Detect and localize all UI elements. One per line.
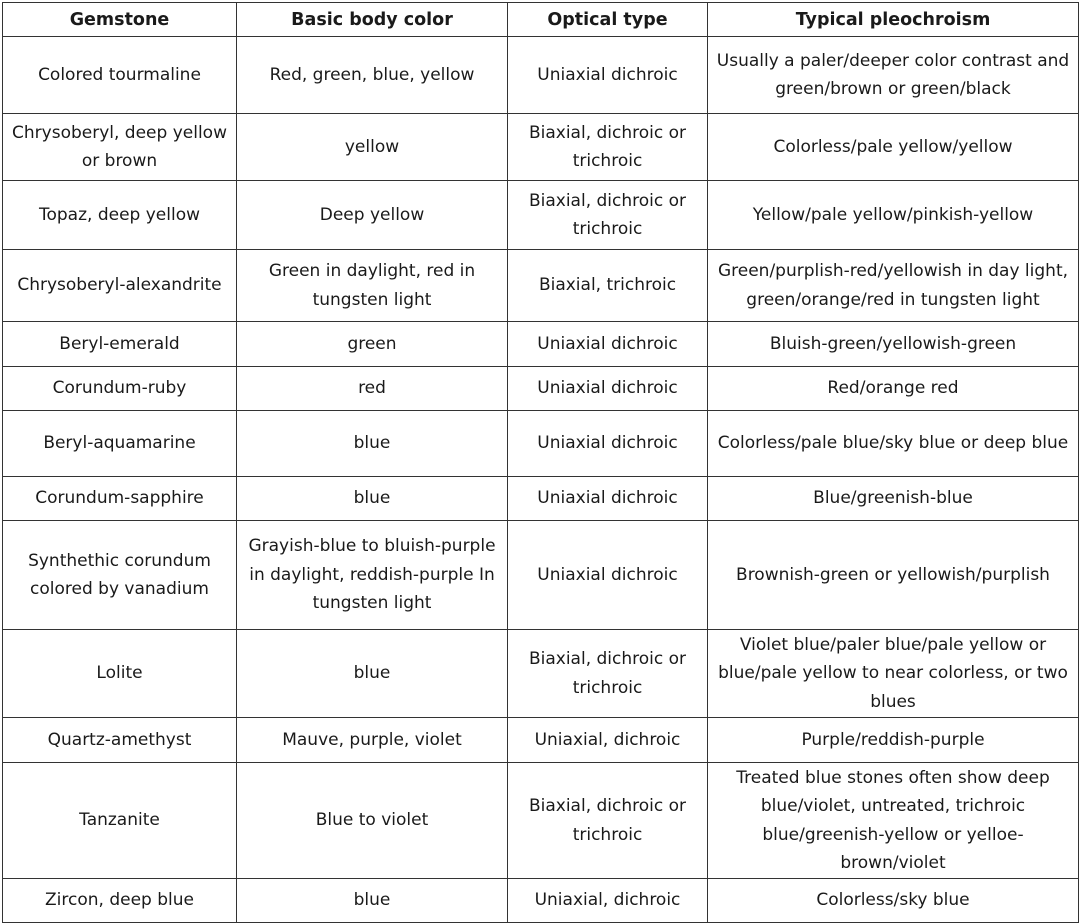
header-optical-type: Optical type — [508, 3, 708, 37]
body-color-cell: yellow — [237, 114, 508, 181]
table-row — [3, 181, 1079, 250]
gemstone-cell: Tanzanite — [3, 763, 237, 879]
pleochroism-cell: Colorless/pale yellow/yellow — [708, 114, 1079, 181]
header-gemstone: Gemstone — [3, 3, 237, 37]
gemstone-cell: Topaz, deep yellow — [3, 181, 237, 250]
body-color-cell: Deep yellow — [237, 181, 508, 250]
header-basic-body-color: Basic body color — [237, 3, 508, 37]
gemstone-cell: Quartz-amethyst — [3, 718, 237, 763]
table-row — [3, 718, 1079, 763]
pleochroism-cell: Purple/reddish-purple — [708, 718, 1079, 763]
pleochroism-cell: Usually a paler/deeper color contrast and green/brown or green/black — [708, 37, 1079, 114]
gemstone-cell: Chrysoberyl, deep yellow or brown — [3, 114, 237, 181]
body-color-cell: blue — [237, 630, 508, 718]
gemstone-cell: Beryl-aquamarine — [3, 411, 237, 477]
table-row — [3, 630, 1079, 718]
table-row — [3, 521, 1079, 630]
body-color-cell: Blue to violet — [237, 763, 508, 879]
pleochroism-cell: Red/orange red — [708, 367, 1079, 411]
table-row — [3, 411, 1079, 477]
optical-type-cell: Biaxial, dichroic or trichroic — [508, 114, 708, 181]
optical-type-cell: Uniaxial, dichroic — [508, 879, 708, 923]
optical-type-cell: Biaxial, trichroic — [508, 250, 708, 322]
optical-type-cell: Uniaxial dichroic — [508, 477, 708, 521]
pleochroism-cell: Violet blue/paler blue/pale yellow or blue/pale yellow to near colorless, or two blues — [708, 630, 1079, 718]
optical-type-cell: Uniaxial, dichroic — [508, 718, 708, 763]
optical-type-cell: Uniaxial dichroic — [508, 411, 708, 477]
table-row — [3, 367, 1079, 411]
table-row — [3, 879, 1079, 923]
table-row — [3, 250, 1079, 322]
gemstone-cell: Lolite — [3, 630, 237, 718]
pleochroism-cell: Blue/greenish-blue — [708, 477, 1079, 521]
pleochroism-cell: Treated blue stones often show deep blue/violet, untreated, trichroic blue/greenish-yellow or yelloe-brown/violet — [708, 763, 1079, 879]
body-color-cell: blue — [237, 477, 508, 521]
pleochroism-table — [2, 2, 1079, 923]
header-row — [3, 3, 1079, 37]
optical-type-cell: Uniaxial dichroic — [508, 367, 708, 411]
optical-type-cell: Uniaxial dichroic — [508, 521, 708, 630]
pleochroism-cell: Yellow/pale yellow/pinkish-yellow — [708, 181, 1079, 250]
optical-type-cell: Uniaxial dichroic — [508, 37, 708, 114]
body-color-cell: green — [237, 322, 508, 367]
optical-type-cell: Uniaxial dichroic — [508, 322, 708, 367]
body-color-cell: Red, green, blue, yellow — [237, 37, 508, 114]
body-color-cell: Mauve, purple, violet — [237, 718, 508, 763]
body-color-cell: Grayish-blue to bluish-purple in daylight, reddish-purple In tungsten light — [237, 521, 508, 630]
optical-type-cell: Biaxial, dichroic or trichroic — [508, 181, 708, 250]
pleochroism-cell: Green/purplish-red/yellowish in day light, green/orange/red in tungsten light — [708, 250, 1079, 322]
gemstone-cell: Corundum-ruby — [3, 367, 237, 411]
body-color-cell: red — [237, 367, 508, 411]
header-typical-pleochroism: Typical pleochroism — [708, 3, 1079, 37]
gemstone-cell: Chrysoberyl-alexandrite — [3, 250, 237, 322]
gemstone-cell: Colored tourmaline — [3, 37, 237, 114]
pleochroism-cell: Colorless/sky blue — [708, 879, 1079, 923]
body-color-cell: Green in daylight, red in tungsten light — [237, 250, 508, 322]
pleochroism-cell: Brownish-green or yellowish/purplish — [708, 521, 1079, 630]
pleochroism-cell: Colorless/pale blue/sky blue or deep blue — [708, 411, 1079, 477]
body-color-cell: blue — [237, 411, 508, 477]
body-color-cell: blue — [237, 879, 508, 923]
gemstone-cell: Beryl-emerald — [3, 322, 237, 367]
pleochroism-cell: Bluish-green/yellowish-green — [708, 322, 1079, 367]
gemstone-cell: Synthethic corundum colored by vanadium — [3, 521, 237, 630]
table-row — [3, 322, 1079, 367]
optical-type-cell: Biaxial, dichroic or trichroic — [508, 630, 708, 718]
table-row — [3, 477, 1079, 521]
gemstone-cell: Zircon, deep blue — [3, 879, 237, 923]
gemstone-cell: Corundum-sapphire — [3, 477, 237, 521]
optical-type-cell: Biaxial, dichroic or trichroic — [508, 763, 708, 879]
table-row — [3, 114, 1079, 181]
table-row — [3, 763, 1079, 879]
table-row — [3, 37, 1079, 114]
